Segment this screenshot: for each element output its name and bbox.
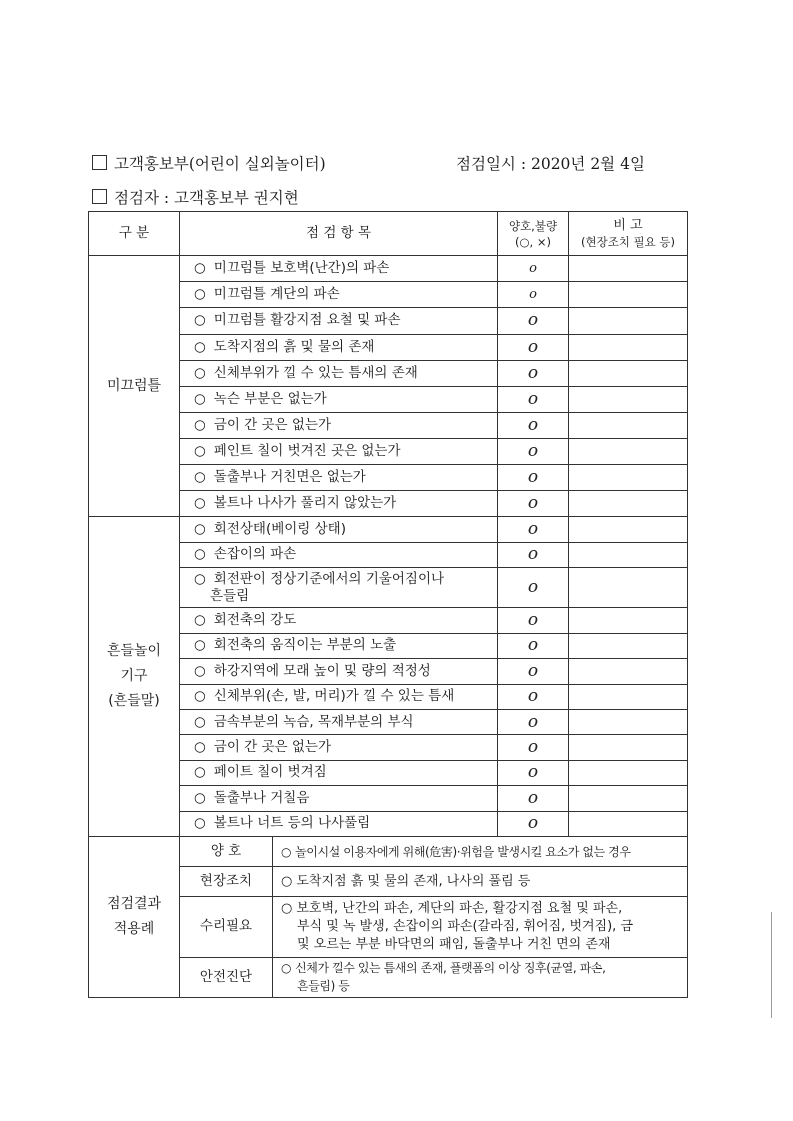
check-item (180, 386, 498, 412)
group-name-line: 미끄럼틀 (106, 377, 162, 394)
remarks-cell (569, 659, 688, 684)
remarks-cell (569, 760, 688, 785)
result-description-line (281, 900, 684, 918)
result-mark: o (498, 568, 569, 608)
check-item-text: 미끄럼틀 활강지점 요철 및 파손 (213, 312, 401, 329)
result-mark: o (498, 517, 569, 542)
check-item (180, 412, 498, 438)
result-description-text: 도착지점 흙 및 물의 존재, 나사의 풀림 등 (296, 873, 531, 889)
result-description-line (281, 918, 684, 936)
remarks-cell (569, 786, 688, 811)
circle-bullet-icon: ○ (194, 416, 206, 433)
remarks-cell (569, 709, 688, 734)
header-remarks (569, 212, 688, 256)
group-name-line: 흔들놀이 (106, 643, 162, 660)
check-item (180, 308, 498, 334)
remarks-cell (569, 811, 688, 836)
circle-bullet-icon: ○ (194, 764, 206, 781)
circle-bullet-icon: ○ (194, 546, 206, 563)
result-row (89, 836, 688, 866)
check-item (180, 568, 498, 608)
check-item-text: 회전상태(베이링 상태) (213, 521, 346, 537)
result-description-text: 및 오르는 부분 바닥면의 패임, 돌출부나 거친 면의 존재 (297, 936, 611, 952)
results-group-line: 점검결과 (106, 895, 162, 912)
check-item-text: 손잡이의 파손 (213, 546, 297, 563)
remarks-cell (569, 334, 688, 360)
result-mark: o (498, 659, 569, 684)
circle-bullet-icon: ○ (194, 364, 206, 381)
remarks-cell (569, 684, 688, 709)
check-item-text: 회전축의 움직이는 부분의 노출 (213, 637, 397, 654)
check-item (180, 517, 498, 542)
check-item (180, 334, 498, 360)
circle-bullet-icon: ○ (194, 260, 206, 277)
circle-bullet-icon: ○ (194, 495, 206, 512)
remarks-cell (569, 542, 688, 567)
inspection-table (88, 211, 688, 998)
circle-bullet-icon: ○ (194, 443, 206, 460)
result-mark: o (498, 412, 569, 438)
scan-edge-line (771, 912, 772, 1018)
result-mark: o (498, 438, 569, 464)
remarks-cell (569, 491, 688, 517)
check-item (180, 760, 498, 785)
header-line-1 (92, 152, 326, 174)
circle-bullet-icon: ○ (194, 815, 206, 832)
remarks-cell (569, 308, 688, 334)
header-result-line1: 양호,불량 (508, 218, 558, 233)
check-item-text: 금이 간 곳은 없는가 (213, 416, 331, 433)
check-item (180, 659, 498, 684)
group-name-line: 기구 (120, 668, 148, 685)
circle-bullet-icon: ○ (194, 521, 206, 537)
check-item-text: 회전판이 정상기준에서의 기울어짐이나 (213, 570, 445, 587)
remarks-cell (569, 608, 688, 633)
check-item (180, 465, 498, 491)
check-item-text: 미끄럼틀 보호벽(난간)의 파손 (213, 260, 390, 277)
remarks-cell (569, 386, 688, 412)
check-item-text: 돌출부나 거친면은 없는가 (213, 469, 366, 486)
result-mark: o (498, 256, 569, 282)
circle-bullet-icon: ○ (194, 338, 206, 355)
check-item (180, 438, 498, 464)
check-item-text: 신체부위가 낄 수 있는 틈새의 존재 (213, 364, 418, 381)
header-result (498, 212, 569, 256)
header-items: 점 검 항 목 (180, 212, 498, 256)
check-item (180, 735, 498, 760)
header-row (89, 212, 688, 256)
remarks-cell (569, 735, 688, 760)
check-item-text: 도착지점의 흙 및 물의 존재 (213, 338, 375, 355)
check-item (180, 811, 498, 836)
result-label: 양 호 (180, 836, 273, 866)
circle-bullet-icon: ○ (194, 739, 206, 756)
remarks-cell (569, 282, 688, 308)
result-mark: o (498, 811, 569, 836)
circle-bullet-icon: ○ (194, 612, 206, 628)
circle-bullet-icon: ○ (194, 570, 206, 587)
result-description-text: 흔들림) 등 (297, 979, 350, 994)
circle-bullet-icon: ○ (281, 844, 292, 859)
group-name (89, 517, 180, 837)
result-mark: o (498, 684, 569, 709)
result-description-line (281, 959, 684, 977)
circle-bullet-icon: ○ (281, 961, 292, 976)
result-mark: o (498, 308, 569, 334)
result-description-line (281, 873, 684, 891)
remarks-cell (569, 256, 688, 282)
inspector: 점검자 : 고객홍보부 권지현 (114, 189, 299, 207)
result-label: 수리필요 (180, 897, 273, 957)
result-description (273, 957, 688, 997)
circle-bullet-icon: ○ (194, 637, 206, 654)
remarks-cell (569, 568, 688, 608)
table-row (89, 517, 688, 542)
remarks-cell (569, 412, 688, 438)
checkbox-icon (92, 189, 107, 204)
group-name-line: (흔들말) (108, 693, 160, 710)
check-item-text: 신체부위(손, 발, 머리)가 낄 수 있는 틈새 (213, 688, 455, 705)
check-item-text: 페인트 칠이 벗겨진 곳은 없는가 (213, 443, 401, 460)
result-mark: o (498, 465, 569, 491)
result-label: 안전진단 (180, 957, 273, 997)
result-description (273, 836, 688, 866)
check-item (180, 360, 498, 386)
check-item (180, 709, 498, 734)
result-description-text: 부식 및 녹 발생, 손잡이의 파손(갈라짐, 휘어짐, 벗겨짐), 금 (297, 918, 634, 934)
result-description-line (281, 843, 684, 861)
result-description (273, 867, 688, 897)
remarks-cell (569, 360, 688, 386)
circle-bullet-icon: ○ (281, 873, 293, 889)
result-mark: o (498, 282, 569, 308)
remarks-cell (569, 438, 688, 464)
circle-bullet-icon: ○ (194, 713, 206, 730)
check-item-text-line2: 흔들림 (210, 587, 250, 604)
results-group-line: 적용례 (113, 920, 155, 937)
remarks-cell (569, 517, 688, 542)
check-item-text: 금이 간 곳은 없는가 (213, 739, 331, 756)
result-description-line (281, 977, 684, 995)
result-mark: o (498, 542, 569, 567)
result-description-line (281, 936, 684, 954)
inspection-date: 점검일시 : 2020년 2월 4일 (456, 155, 645, 173)
check-item (180, 542, 498, 567)
result-label: 현장조치 (180, 867, 273, 897)
result-description-text: 신체가 낄수 있는 틈새의 존재, 플랫폼의 이상 징후(균열, 파손, (295, 961, 606, 976)
result-mark: o (498, 491, 569, 517)
result-description-text: 보호벽, 난간의 파손, 계단의 파손, 활강지점 요철 및 파손, (296, 900, 623, 916)
check-item (180, 786, 498, 811)
header-remarks-line2: (현장조치 필요 등) (580, 234, 676, 249)
check-item (180, 491, 498, 517)
circle-bullet-icon: ○ (194, 286, 206, 303)
table-row (89, 256, 688, 282)
circle-bullet-icon: ○ (281, 900, 293, 916)
check-item-text: 돌출부나 거칠음 (213, 789, 310, 806)
check-item-text: 페이트 칠이 벗겨짐 (213, 764, 327, 781)
result-mark: o (498, 786, 569, 811)
circle-bullet-icon: ○ (194, 688, 206, 705)
check-item (180, 608, 498, 633)
result-mark: o (498, 709, 569, 734)
check-item (180, 633, 498, 658)
check-item (180, 282, 498, 308)
header-category: 구 분 (89, 212, 180, 256)
check-item (180, 684, 498, 709)
circle-bullet-icon: ○ (194, 662, 206, 679)
remarks-cell (569, 633, 688, 658)
header-remarks-line1: 비 고 (613, 217, 643, 233)
check-item-text: 볼트나 너트 등의 나사풀림 (213, 815, 371, 832)
check-item-text: 금속부분의 녹슴, 목재부분의 부식 (213, 713, 414, 730)
check-item-text: 미끄럼틀 계단의 파손 (213, 286, 340, 303)
header-line-2 (92, 186, 299, 208)
result-mark: o (498, 760, 569, 785)
check-item-text: 녹슨 부분은 없는가 (213, 390, 327, 407)
result-mark: o (498, 386, 569, 412)
facility-title: 고객홍보부(어린이 실외놀이터) (114, 155, 326, 173)
result-mark: o (498, 735, 569, 760)
check-item-text: 회전축의 강도 (213, 612, 297, 628)
results-group-name (89, 836, 180, 997)
result-mark: o (498, 334, 569, 360)
check-item-text: 하강지역에 모래 높이 및 량의 적정성 (213, 662, 431, 679)
check-item (180, 256, 498, 282)
header-result-line2: (○, ×) (515, 234, 551, 249)
result-mark: o (498, 633, 569, 658)
result-mark: o (498, 360, 569, 386)
result-mark: o (498, 608, 569, 633)
remarks-cell (569, 465, 688, 491)
result-description (273, 897, 688, 957)
checkbox-icon (92, 155, 107, 170)
circle-bullet-icon: ○ (194, 312, 206, 329)
group-name (89, 256, 180, 517)
circle-bullet-icon: ○ (194, 390, 206, 407)
check-item-text: 볼트나 나사가 풀리지 않았는가 (213, 495, 397, 512)
circle-bullet-icon: ○ (194, 789, 206, 806)
circle-bullet-icon: ○ (194, 469, 206, 486)
result-description-text: 놀이시설 이용자에게 위해(危害)·위험을 발생시킬 요소가 없는 경우 (295, 844, 631, 859)
